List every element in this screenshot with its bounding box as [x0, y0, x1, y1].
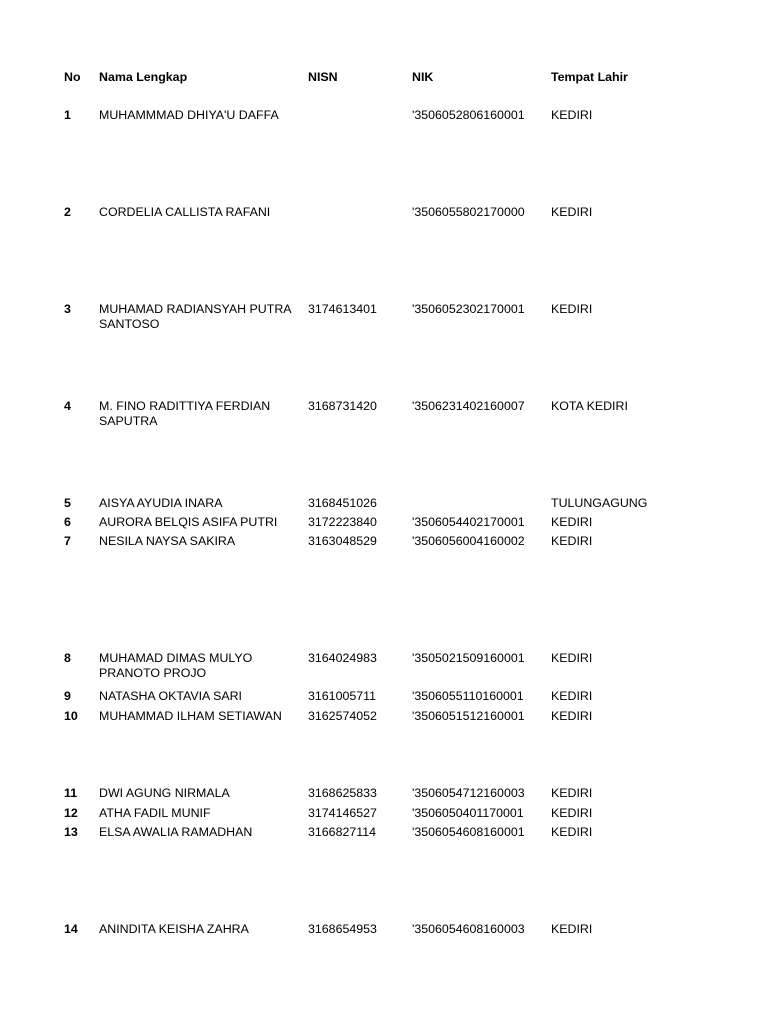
header-nik: NIK — [412, 70, 434, 84]
cell-nama: MUHAMMMAD DHIYA'U DAFFA — [99, 108, 279, 122]
header-no: No — [64, 70, 81, 84]
table-row — [0, 709, 768, 739]
cell-tempat-lahir: KEDIRI — [551, 205, 593, 219]
cell-nisn: 3172223840 — [308, 515, 377, 529]
cell-nisn: 3164024983 — [308, 651, 377, 665]
table-row — [0, 922, 768, 952]
cell-nik: '3505021509160001 — [412, 651, 525, 665]
cell-no: 11 — [64, 786, 78, 800]
cell-tempat-lahir: KEDIRI — [551, 709, 593, 723]
cell-nik: '3506054402170001 — [412, 515, 525, 529]
cell-tempat-lahir: KEDIRI — [551, 108, 593, 122]
cell-nik: '3506050401170001 — [412, 806, 524, 820]
cell-no: 7 — [64, 534, 71, 548]
cell-tempat-lahir: KEDIRI — [551, 689, 593, 703]
cell-no: 14 — [64, 922, 78, 936]
cell-nama: ATHA FADIL MUNIF — [99, 806, 211, 820]
cell-nik: '3506054608160001 — [412, 825, 525, 839]
cell-nama: M. FINO RADITTIYA FERDIAN SAPUTRA — [99, 399, 271, 428]
cell-nama: NATASHA OKTAVIA SARI — [99, 689, 242, 703]
cell-tempat-lahir: KEDIRI — [551, 302, 593, 316]
cell-nisn: 3168625833 — [308, 786, 377, 800]
table-row — [0, 108, 768, 138]
cell-no: 13 — [64, 825, 78, 839]
cell-nisn: 3166827114 — [308, 825, 376, 839]
header-nisn: NISN — [308, 70, 338, 84]
cell-no: 6 — [64, 515, 71, 529]
cell-nik: '3506054712160003 — [412, 786, 525, 800]
cell-no: 3 — [64, 302, 71, 316]
cell-nisn: 3161005711 — [308, 689, 376, 703]
cell-nisn: 3174146527 — [308, 806, 377, 820]
cell-nama: DWI AGUNG NIRMALA — [99, 786, 230, 800]
cell-nama: NESILA NAYSA SAKIRA — [99, 534, 236, 548]
cell-no: 1 — [64, 108, 71, 122]
cell-nama: ANINDITA KEISHA ZAHRA — [99, 922, 249, 936]
cell-nisn: 3168451026 — [308, 496, 377, 510]
cell-tempat-lahir: KEDIRI — [551, 922, 593, 936]
cell-no: 4 — [64, 399, 71, 413]
header-tempat-lahir: Tempat Lahir — [551, 70, 628, 84]
cell-nama: ELSA AWALIA RAMADHAN — [99, 825, 253, 839]
cell-no: 10 — [64, 709, 78, 723]
cell-nik: '3506231402160007 — [412, 399, 525, 413]
cell-nama: MUHAMAD DIMAS MULYO PRANOTO PROJO — [99, 651, 253, 680]
cell-tempat-lahir: KEDIRI — [551, 651, 593, 665]
cell-nik: '3506056004160002 — [412, 534, 525, 548]
cell-nik: '3506051512160001 — [412, 709, 525, 723]
cell-tempat-lahir: KEDIRI — [551, 786, 593, 800]
cell-no: 12 — [64, 806, 78, 820]
cell-no: 5 — [64, 496, 71, 510]
cell-nik: '3506054608160003 — [412, 922, 525, 936]
table-row — [0, 399, 768, 429]
table-row — [0, 534, 768, 564]
cell-tempat-lahir: KEDIRI — [551, 806, 593, 820]
cell-nik: '3506052806160001 — [412, 108, 525, 122]
cell-tempat-lahir: KEDIRI — [551, 534, 593, 548]
cell-no: 2 — [64, 205, 71, 219]
table-row — [0, 205, 768, 235]
table-row — [0, 825, 768, 855]
cell-no: 8 — [64, 651, 71, 665]
cell-tempat-lahir: TULUNGAGUNG — [551, 496, 648, 510]
cell-nisn: 3163048529 — [308, 534, 377, 548]
cell-nik: '3506055110160001 — [412, 689, 524, 703]
cell-nisn: 3168654953 — [308, 922, 377, 936]
cell-nik: '3506055802170000 — [412, 205, 525, 219]
cell-nama: MUHAMMAD ILHAM SETIAWAN — [99, 709, 282, 723]
table-row — [0, 651, 768, 681]
cell-nisn: 3168731420 — [308, 399, 377, 413]
cell-no: 9 — [64, 689, 71, 703]
cell-nisn: 3162574052 — [308, 709, 377, 723]
cell-nama: MUHAMAD RADIANSYAH PUTRA SANTOSO — [99, 302, 291, 331]
cell-tempat-lahir: KOTA KEDIRI — [551, 399, 628, 413]
table-row — [0, 302, 768, 332]
cell-nama: CORDELIA CALLISTA RAFANI — [99, 205, 271, 219]
cell-tempat-lahir: KEDIRI — [551, 825, 593, 839]
cell-nik: '3506052302170001 — [412, 302, 525, 316]
header-nama-lengkap: Nama Lengkap — [99, 70, 188, 84]
cell-nisn: 3174613401 — [308, 302, 377, 316]
cell-nama: AURORA BELQIS ASIFA PUTRI — [99, 515, 278, 529]
cell-nama: AISYA AYUDIA INARA — [99, 496, 223, 510]
cell-tempat-lahir: KEDIRI — [551, 515, 593, 529]
